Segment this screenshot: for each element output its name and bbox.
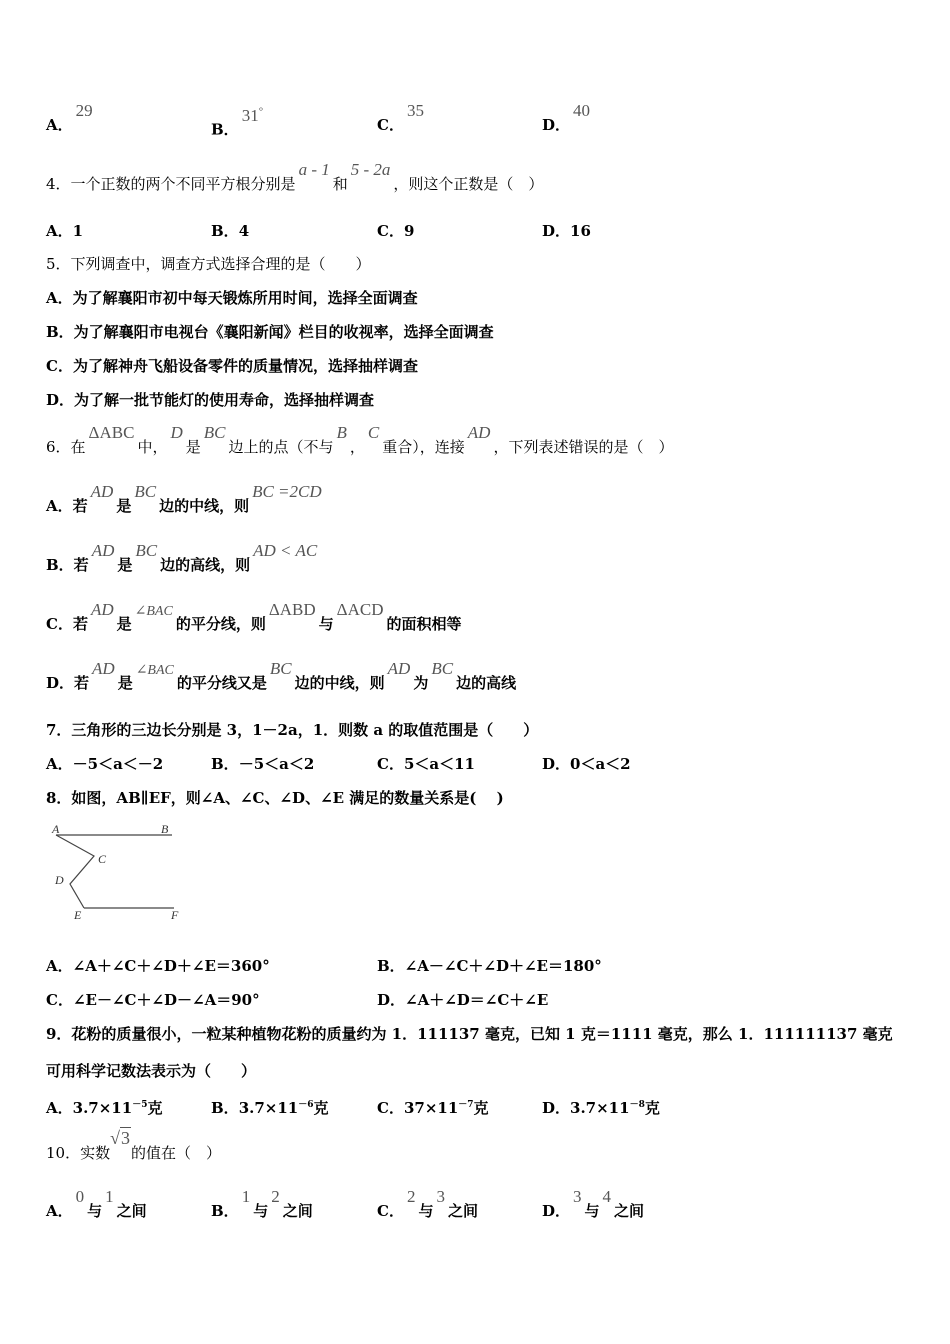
q5-option-b: B．为了解襄阳市电视台《襄阳新闻》栏目的收视率，选择全面调查 [46, 323, 494, 341]
option-text: 之间 [447, 1202, 478, 1220]
math-expr: ∠BAC [135, 663, 174, 678]
option-text: 与 [584, 1202, 600, 1220]
option-letter: C． [377, 1099, 404, 1117]
math-expr: 1 [105, 1187, 114, 1206]
option-letter: B． [211, 1202, 239, 1220]
option-text: 5＜a＜11 [403, 755, 475, 773]
label-e: E [74, 908, 82, 922]
option-letter: B． [211, 755, 239, 773]
q9-option-a [46, 1096, 162, 1117]
option-text: 与 [253, 1202, 269, 1220]
q5-option-c: C．为了解神舟飞船设备零件的质量情况，选择抽样调查 [46, 357, 418, 375]
math-expr: ΔABD [268, 600, 316, 619]
stem-text: 边上的点（不与 [228, 438, 334, 456]
option-value: 31 [241, 105, 259, 125]
q6-option-b [46, 541, 320, 574]
option-letter: D． [542, 755, 571, 773]
q4-option-d [542, 222, 591, 240]
option-text: 16 [570, 222, 591, 240]
math-expr: BC [203, 423, 226, 442]
option-text: －5＜a＜－2 [72, 755, 164, 773]
option-text: 37×11 [403, 1099, 459, 1117]
option-letter: A． [46, 222, 73, 240]
math-expr: 1 [241, 1187, 251, 1206]
option-text: 是 [116, 615, 132, 633]
q6-stem [46, 423, 674, 456]
q8-stem: 8．如图，AB∥EF，则∠A、∠C、∠D、∠E 满足的数量关系是( ) [46, 789, 504, 807]
math-expr: AD [467, 423, 491, 442]
math-expr: D [170, 423, 183, 442]
math-expr: ΔABC [88, 423, 135, 442]
option-text: 之间 [116, 1202, 147, 1220]
q8-option-c: C．∠E－∠C＋∠D－∠A＝90° [46, 991, 260, 1009]
stem-text: ， [349, 438, 365, 456]
option-text: 3.7×11 [570, 1099, 630, 1117]
q5-option-a: A．为了解襄阳市初中每天锻炼所用时间，选择全面调查 [46, 289, 418, 307]
math-expr: AD [91, 541, 115, 560]
label-b: B [161, 822, 169, 836]
option-text: 的面积相等 [386, 615, 462, 633]
label-d: D [55, 873, 64, 887]
option-text: D．若 [46, 674, 90, 692]
option-letter: C． [377, 222, 404, 240]
math-expr: AD [90, 600, 114, 619]
stem-text: ，则这个正数是（ ） [393, 175, 544, 193]
q10-option-a [46, 1187, 147, 1220]
stem-text: ，下列表述错误的是（ ） [493, 438, 674, 456]
option-letter: C． [377, 755, 404, 773]
exponent: －6 [298, 1100, 314, 1110]
option-letter: B． [211, 120, 239, 139]
sqrt-expr: √3 [110, 1128, 130, 1148]
option-text: 克 [644, 1099, 660, 1117]
option-text: 与 [87, 1202, 103, 1220]
q5-stem: 5．下列调查中，调查方式选择合理的是（ ） [46, 255, 371, 273]
q10-option-c [377, 1187, 478, 1220]
math-expr: 2 [271, 1187, 280, 1206]
option-letter: B． [211, 1099, 239, 1117]
option-text: 的平分线，则 [175, 615, 266, 633]
option-text: 克 [147, 1099, 163, 1117]
option-letter: A． [46, 1202, 73, 1220]
label-c: C [98, 852, 107, 866]
option-text: 4 [238, 222, 250, 240]
math-expr: AD [90, 482, 114, 501]
option-text: 3.7×11 [238, 1099, 299, 1117]
q8-figure [46, 818, 186, 928]
question-number: 6．在 [46, 438, 86, 456]
option-math: 35 [406, 101, 424, 120]
math-expr: 3 [573, 1187, 582, 1206]
math-expr: AD < AC [253, 541, 318, 560]
option-letter: D． [542, 1202, 571, 1220]
option-text: 与 [418, 1202, 434, 1220]
option-text: 之间 [614, 1202, 645, 1220]
option-text: 是 [117, 674, 133, 692]
radicand: 3 [120, 1128, 130, 1148]
q8-option-a: A．∠A＋∠C＋∠D＋∠E＝360° [46, 957, 270, 975]
math-expr: a - 1 [298, 160, 330, 179]
q3-option-a [46, 101, 96, 134]
label-f: F [171, 908, 179, 922]
math-expr: BC [134, 482, 157, 501]
option-text: 边的高线，则 [160, 556, 251, 574]
math-expr: 2 [406, 1187, 416, 1206]
q9-option-d [542, 1096, 660, 1117]
q6-option-c [46, 600, 462, 635]
q7-option-c [377, 755, 475, 773]
option-text: 与 [318, 615, 334, 633]
exponent: －8 [629, 1100, 645, 1110]
math-expr: BC [269, 659, 292, 678]
math-expr: BC [431, 659, 454, 678]
q9-stem-line2: 可用科学记数法表示为（ ） [46, 1062, 257, 1080]
question-number: 10．实数 [46, 1144, 111, 1162]
q10-stem [46, 1128, 221, 1162]
q3-option-d [542, 101, 593, 134]
q4-option-a [46, 222, 83, 240]
option-text: 3.7×11 [72, 1099, 133, 1117]
option-math [239, 106, 266, 125]
math-expr: ΔACD [336, 600, 384, 619]
option-letter: B． [211, 222, 239, 240]
option-letter: C． [377, 116, 404, 134]
math-expr: AD [387, 659, 411, 678]
label-a: A [52, 822, 60, 836]
stem-text: 的值在（ ） [130, 1144, 221, 1162]
stem-text: 中， [137, 438, 168, 456]
q7-stem: 7．三角形的三边长分别是 3，1－2a，1．则数 a 的取值范围是（ ） [46, 721, 539, 739]
option-letter: D． [542, 1099, 571, 1117]
option-math: 40 [573, 101, 591, 120]
q10-option-b [211, 1187, 313, 1220]
option-letter: D． [542, 222, 571, 240]
q10-option-d [542, 1187, 645, 1220]
math-expr: C [367, 423, 380, 442]
q9-option-c [377, 1096, 489, 1117]
option-text: 0＜a＜2 [570, 755, 631, 773]
option-text: 边的中线，则 [294, 674, 385, 692]
option-text: 的平分线又是 [176, 674, 267, 692]
q7-option-a [46, 755, 163, 773]
option-text: C．若 [46, 615, 88, 633]
option-letter: A． [46, 116, 73, 134]
option-text: 是 [117, 556, 133, 574]
question-number: 4． [46, 175, 71, 193]
math-expr: AD [92, 659, 115, 678]
option-letter: A． [46, 1099, 73, 1117]
option-letter: D． [542, 116, 571, 134]
stem-text: 是 [185, 438, 201, 456]
exponent: －5 [132, 1100, 148, 1110]
stem-text: 重合），连接 [382, 438, 465, 456]
q9-option-b [211, 1096, 329, 1117]
q4-option-b [211, 222, 249, 240]
math-expr: 5 - 2a [350, 160, 391, 179]
option-text: 是 [116, 497, 132, 515]
option-letter: C． [377, 1202, 404, 1220]
q8-option-b: B．∠A－∠C＋∠D＋∠E＝180° [377, 957, 602, 975]
q9-stem-line1: 9．花粉的质量很小，一粒某种植物花粉的质量约为 1．111137 毫克，已知 1 克＝1111 毫克，那么 1．111111137 毫克 [46, 1025, 893, 1043]
option-text: 克 [313, 1099, 329, 1117]
stem-text: 一个正数的两个不同平方根分别是 [70, 175, 296, 193]
stem-text: 和 [332, 175, 348, 193]
option-text: 之间 [282, 1202, 313, 1220]
q6-option-d [46, 659, 517, 694]
option-text: 为 [413, 674, 429, 692]
math-expr: BC [135, 541, 158, 560]
q7-option-d [542, 755, 631, 773]
line-acde [56, 835, 94, 908]
math-expr: 0 [75, 1187, 85, 1206]
math-expr: BC =2CD [252, 482, 322, 501]
option-text: A．若 [46, 497, 88, 515]
option-letter: A． [46, 755, 73, 773]
q7-option-b [211, 755, 314, 773]
option-text: 1 [72, 222, 84, 240]
math-expr: ∠BAC [134, 604, 173, 619]
exponent: －7 [458, 1100, 474, 1110]
q8-option-d: D．∠A＋∠D＝∠C＋∠E [377, 991, 549, 1009]
q3-option-c [377, 101, 427, 134]
q5-option-d: D．为了解一批节能灯的使用寿命，选择抽样调查 [46, 391, 375, 409]
q6-option-a [46, 482, 325, 515]
degree-sign: ° [258, 105, 264, 117]
option-text: 边的中线，则 [159, 497, 250, 515]
option-math: 29 [75, 101, 93, 120]
option-text: 克 [473, 1099, 489, 1117]
option-text: B．若 [46, 556, 89, 574]
q4-stem [46, 160, 544, 193]
q4-option-c [377, 222, 414, 240]
math-expr: B [336, 423, 347, 442]
option-text: －5＜a＜2 [238, 755, 315, 773]
math-expr: 4 [602, 1187, 612, 1206]
q3-option-b [211, 105, 266, 139]
option-text: 9 [403, 222, 415, 240]
option-text: 边的高线 [456, 674, 517, 692]
math-expr: 3 [436, 1187, 445, 1206]
